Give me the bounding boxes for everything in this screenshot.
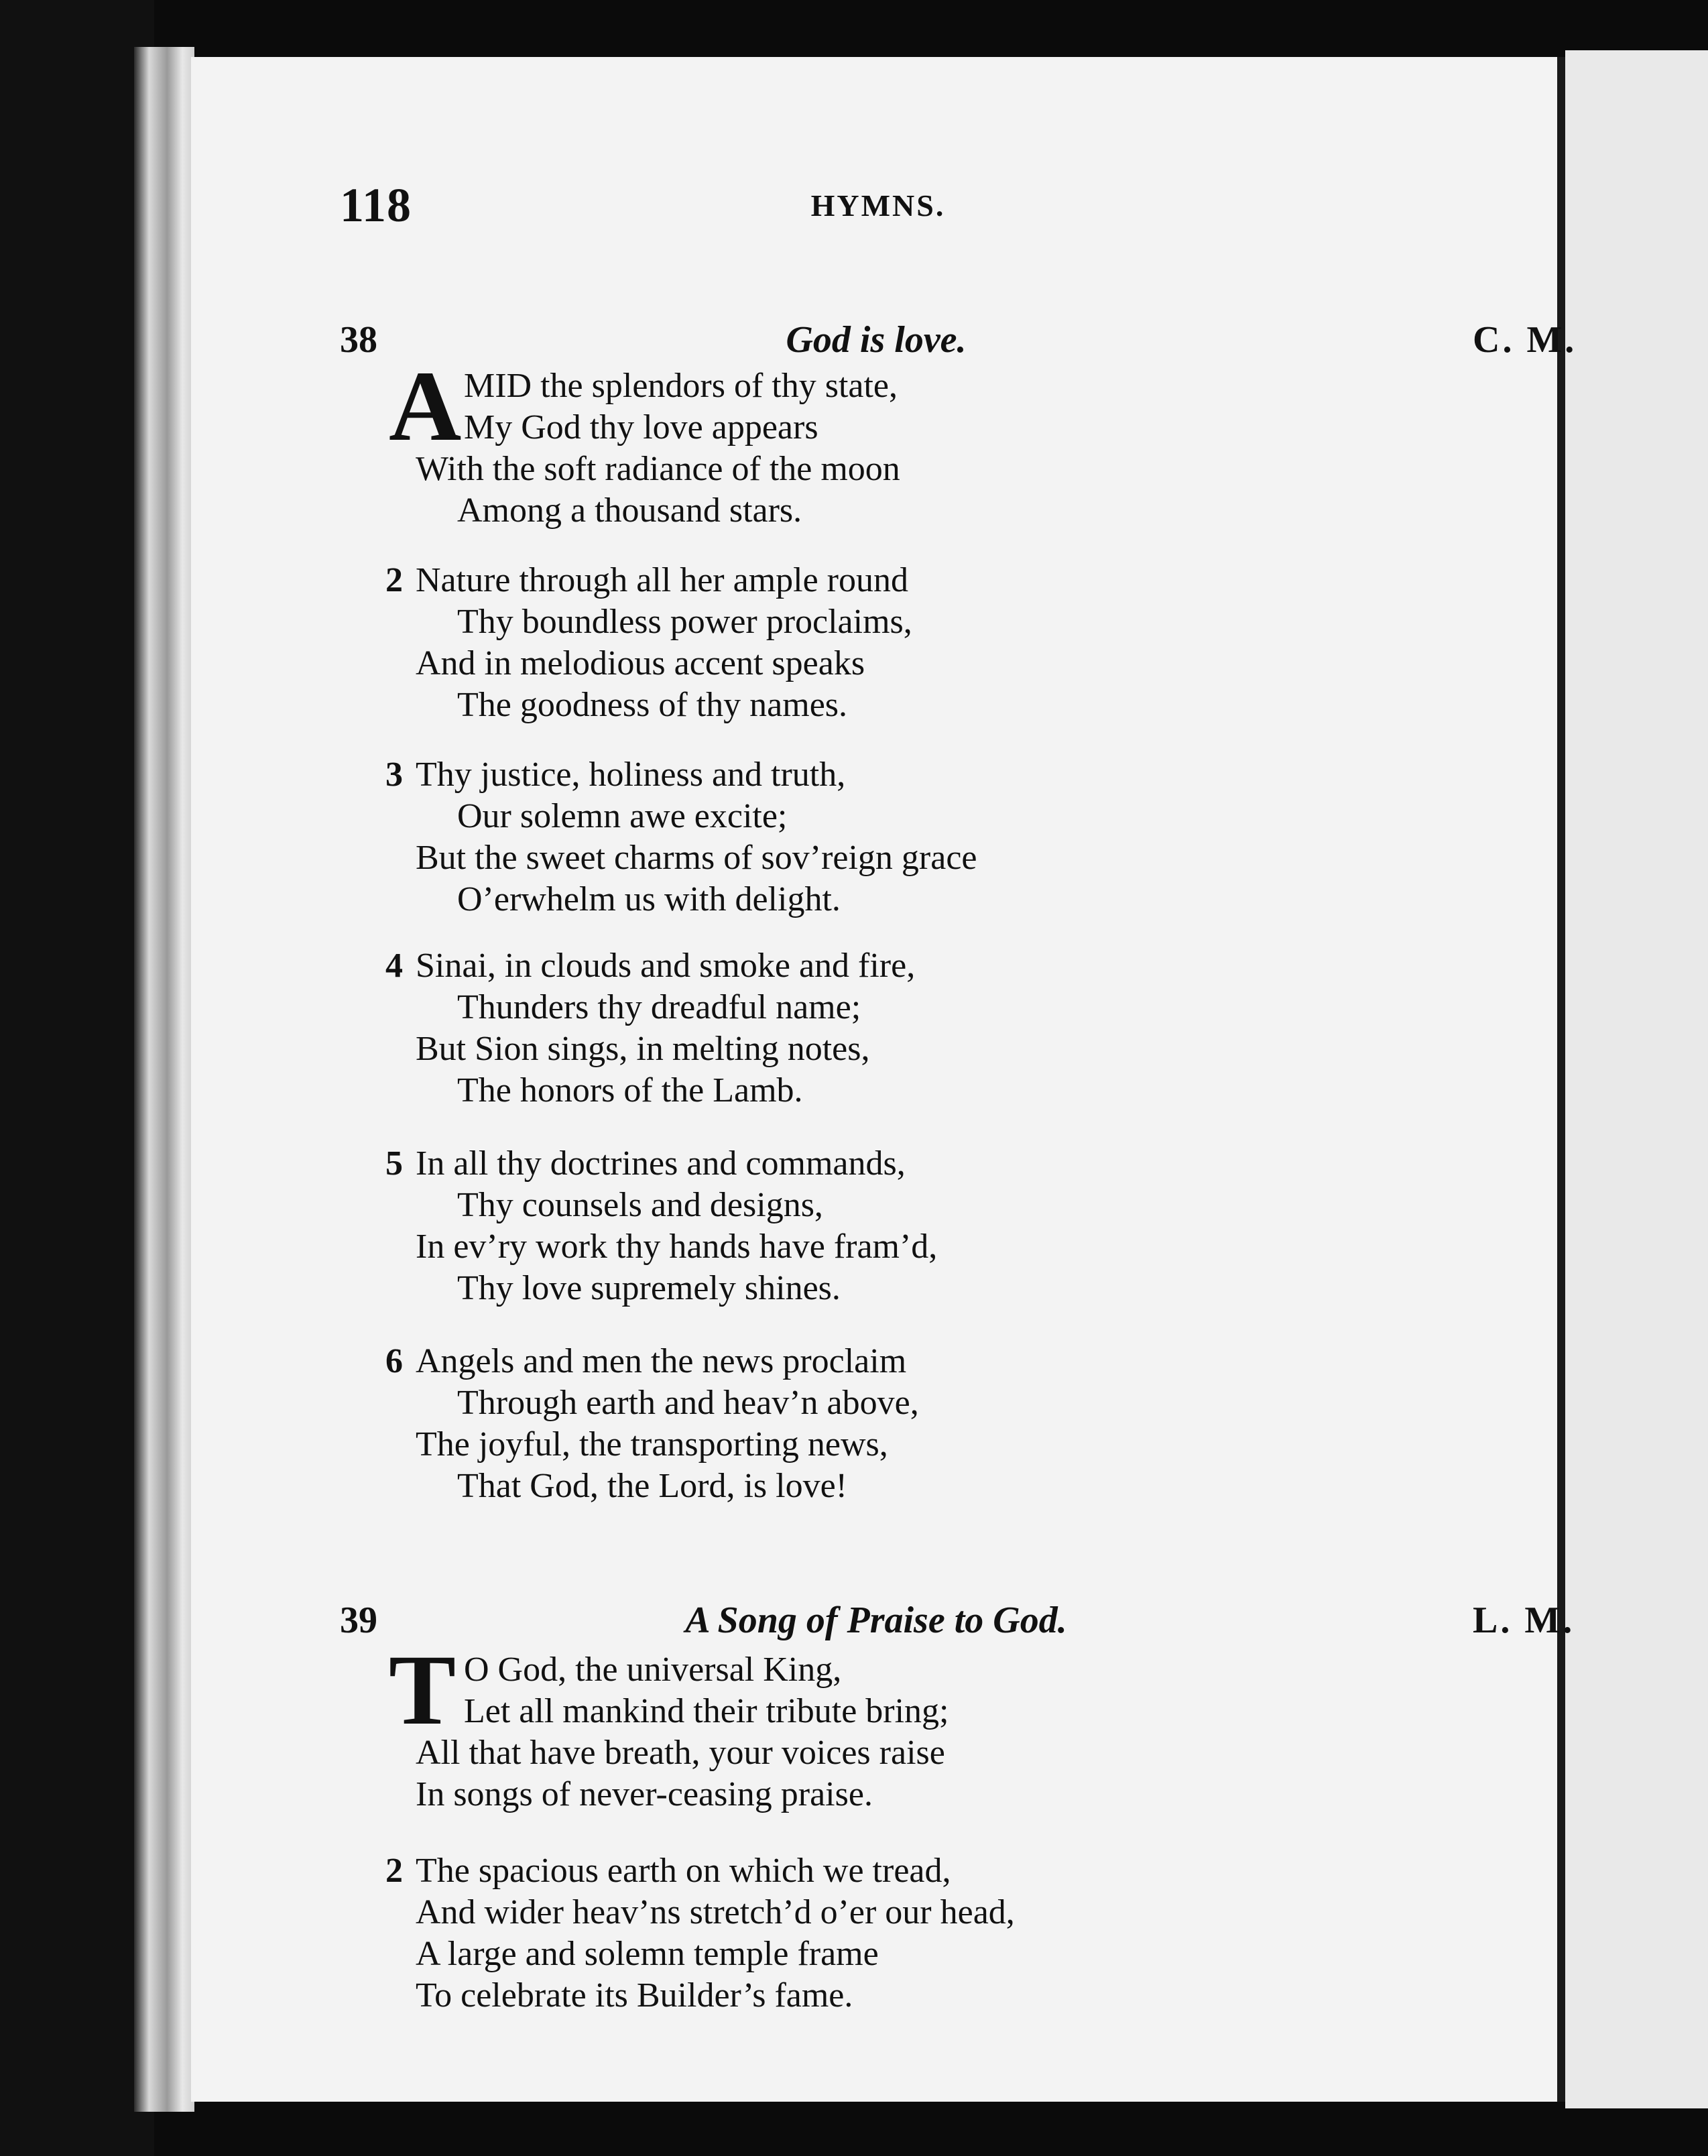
verse-line: O’erwhelm us with delight. (457, 880, 841, 918)
verse-line: With the soft radiance of the moon (416, 450, 900, 488)
verse-line: Angels and men the news proclaim (416, 1342, 907, 1380)
verse-line: But Sion sings, in melting notes, (416, 1030, 870, 1068)
verse-line: Sinai, in clouds and smoke and fire, (416, 947, 916, 985)
stanza (385, 754, 977, 920)
stanza (389, 351, 900, 532)
drop-cap: T (389, 1634, 456, 1746)
verse-line: In songs of never-ceasing praise. (416, 1775, 873, 1813)
verse-line: Let all mankind their tribute bring; (464, 1692, 949, 1730)
scan-dark-border (0, 0, 154, 2156)
verse-line: To celebrate its Builder’s fame. (416, 1976, 853, 2015)
book-page (191, 57, 1577, 2102)
hymn-meter: C. M. (1473, 319, 1577, 361)
stanza (389, 1634, 949, 1815)
verse-line: And wider heav’ns stretch’d o’er our head, (416, 1893, 1015, 1931)
book-page-edges (134, 47, 194, 2112)
verse-line: My God thy love appears (464, 408, 818, 446)
stanza (385, 1143, 938, 1309)
page-content (191, 57, 1577, 2102)
verse-line: And in melodious accent speaks (416, 644, 865, 682)
verse-line: Our solemn awe excite; (457, 797, 788, 835)
verse-line: That God, the Lord, is love! (457, 1467, 847, 1505)
stanza-number: 2 (385, 561, 403, 599)
stanza (385, 560, 912, 726)
page-number: 118 (340, 178, 412, 232)
stanza (385, 1341, 919, 1507)
verse-line: But the sweet charms of sov’reign grace (416, 839, 977, 877)
verse-line: All that have breath, your voices raise (416, 1734, 945, 1772)
verse-line: MID the splendors of thy state, (464, 367, 898, 405)
verse-line: Among a thousand stars. (457, 491, 802, 530)
verse-line: Nature through all her ample round (416, 561, 908, 599)
hymn-number: 39 (340, 1600, 377, 1641)
drop-cap: A (389, 351, 462, 462)
verse-line: In all thy doctrines and commands, (416, 1144, 906, 1183)
verse-line: Thunders thy dreadful name; (457, 988, 861, 1026)
verse-line: Thy love supremely shines. (457, 1269, 841, 1307)
verse-line: Thy justice, holiness and truth, (416, 756, 846, 794)
verse-line: O God, the universal King, (464, 1651, 842, 1689)
stanza-number: 5 (385, 1144, 403, 1183)
stanza (385, 945, 916, 1112)
hymn-title: A Song of Praise to God. (685, 1600, 1067, 1641)
stanza-number: 2 (385, 1852, 403, 1890)
hymn-number: 38 (340, 319, 377, 361)
hymn-meter: L. M. (1473, 1600, 1575, 1641)
verse-line: A large and solemn temple frame (416, 1935, 879, 1973)
stanza-number: 6 (385, 1342, 403, 1380)
verse-line: The honors of the Lamb. (457, 1071, 803, 1110)
verse-line: Through earth and heav’n above, (457, 1384, 919, 1422)
verse-line: In ev’ry work thy hands have fram’d, (416, 1227, 938, 1266)
verse-line: Thy counsels and designs, (457, 1186, 823, 1224)
running-head: HYMNS. (810, 188, 946, 223)
verse-line: Thy boundless power proclaims, (457, 603, 912, 641)
hymn-title: God is love. (786, 319, 967, 361)
hymn-heading (340, 1599, 1613, 1653)
verse-line: The goodness of thy names. (457, 686, 848, 724)
stanza-number: 4 (385, 947, 403, 985)
verse-line: The spacious earth on which we tread, (416, 1852, 951, 1890)
stanza (385, 1850, 1015, 2017)
verse-line: The joyful, the transporting news, (416, 1425, 888, 1463)
stanza-number: 3 (385, 756, 403, 794)
hymn-heading (340, 318, 1613, 372)
